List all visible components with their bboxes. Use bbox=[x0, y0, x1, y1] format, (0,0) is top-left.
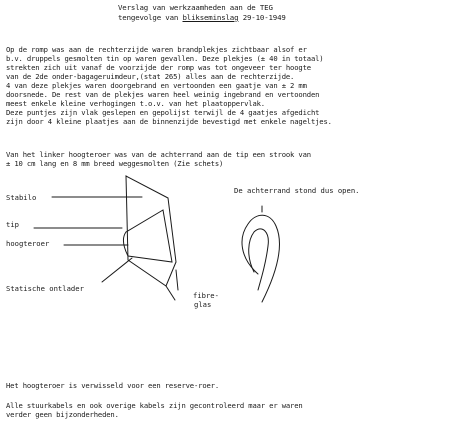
stabilizer-outline bbox=[126, 176, 176, 286]
trailing-edge-inner bbox=[249, 229, 269, 290]
elevator-outline bbox=[126, 210, 172, 262]
label-fibreglas-2: glas bbox=[194, 300, 212, 309]
label-tip: tip bbox=[6, 220, 19, 229]
ontlader-leader bbox=[102, 258, 132, 282]
trailing-edge-line bbox=[166, 286, 175, 300]
paragraph2-line: ± 10 cm lang en 8 mm breed weggesmolten (Zie schets) bbox=[6, 159, 224, 168]
paragraph1-line: doorsnede. De rest van de plekjes waren heel weinig ingebrand en vertoonden bbox=[6, 90, 320, 99]
fibreglas-leader bbox=[176, 270, 178, 290]
label-stabilo: Stabilo bbox=[6, 193, 37, 202]
report-title: Verslag van werkzaamheden aan de TEG bbox=[118, 3, 273, 12]
label-statische-ontlader: Statische ontlader bbox=[6, 284, 84, 293]
paragraph1-line: 4 van deze plekjes waren doorgebrand en vertoonden een gaatje van ± 2 mm bbox=[6, 81, 307, 90]
label-hoogteroer: hoogteroer bbox=[6, 239, 50, 248]
underlined-cause: blikseminslag bbox=[182, 13, 239, 22]
paragraph1-line: b.v. druppels gesmolten tin op waren gevallen. Deze plekjes (± 40 in totaal) bbox=[6, 54, 324, 63]
label-fibreglas-1: fibre- bbox=[193, 291, 219, 300]
paragraph1-line: Deze puntjes zijn vlak geslepen en gepolijst terwijl de 4 gaatjes afgedicht bbox=[6, 108, 320, 117]
paragraph1-line: meest enkele kleine verhogingen t.o.v. van het plaatoppervlak. bbox=[6, 99, 265, 108]
paragraph1-line: strekten zich uit vanaf de voorzijde der romp was tot ongeveer ter hoogte bbox=[6, 63, 311, 72]
paragraph1-line: Op de romp was aan de rechterzijde waren brandplekjes zichtbaar alsof er bbox=[6, 45, 307, 54]
footer-line: verder geen bijzonderheden. bbox=[6, 410, 119, 419]
footer-line: Het hoogteroer is verwisseld voor een reserve-roer. bbox=[6, 381, 220, 390]
label-achterrand-note: De achterrand stond dus open. bbox=[234, 186, 360, 195]
paragraph1-line: van de 2de onder-bagageruimdeur,(stat 265) alles aan de rechterzijde. bbox=[6, 72, 295, 81]
paragraph2-line: Van het linker hoogteroer was van de achterrand aan de tip een strook van bbox=[6, 150, 311, 159]
report-subtitle: tengevolge van blikseminslag 29-10-1949 bbox=[118, 13, 286, 22]
footer-line: Alle stuurkabels en ook overige kabels zijn gecontroleerd maar er waren bbox=[6, 401, 303, 410]
paragraph1-line: zijn door 4 kleine plaatjes aan de binnenzijde bevestigd met enkele nageltjes. bbox=[6, 117, 332, 126]
